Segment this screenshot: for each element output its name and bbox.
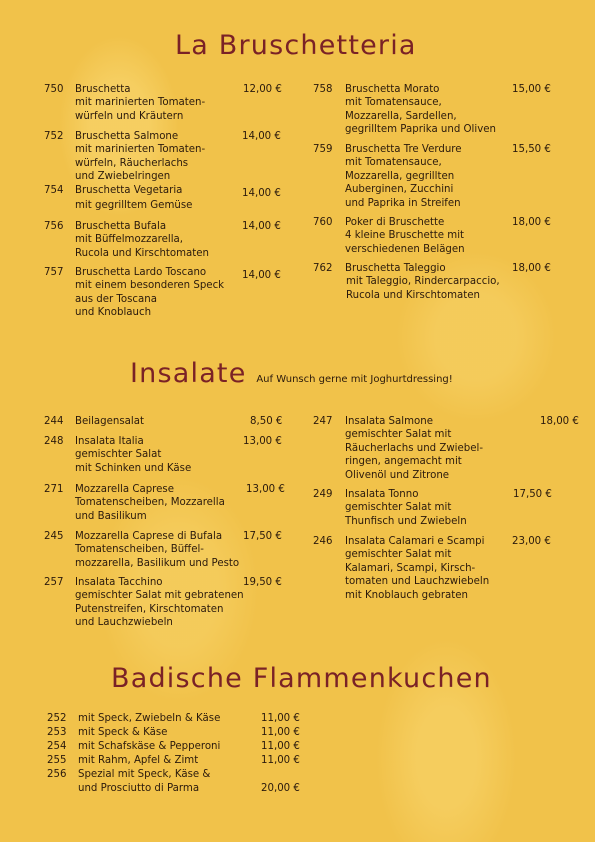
item-name: Bruschetta Morato [345, 84, 440, 95]
item-description: mit marinierten Tomaten- würfeln, Räucherlachs und Zwiebelringen [75, 144, 206, 183]
item-price: 14,00 € [242, 188, 281, 199]
item-description: gemischter Salat mit gebratenen Putenstreifen, Kirschtomaten und Lauchzwiebeln [75, 590, 244, 629]
item-number: 760 [313, 217, 333, 228]
item-description: 4 kleine Bruschette mit verschiedenen Belägen [345, 230, 465, 255]
item-price: 13,00 € [246, 484, 285, 495]
item-number: 758 [313, 84, 333, 95]
item-number: 254 [47, 741, 67, 752]
insalate-title: Insalate [130, 358, 247, 389]
item-price: 14,00 € [242, 221, 281, 232]
item-name: Insalata Salmone [345, 416, 433, 427]
item-description: mit marinierten Tomaten- würfeln und Kräutern [75, 97, 206, 122]
item-description: mit Taleggio, Rindercarpaccio, Rucola und Kirschtomaten [346, 276, 500, 301]
item-price: 15,50 € [512, 144, 551, 155]
item-description: Tomatenscheiben, Büffel- mozzarella, Basilikum und Pesto [75, 544, 240, 569]
item-name: Bruschetta Taleggio [345, 263, 446, 274]
item-description: Tomatenscheiben, Mozzarella und Basilikum [75, 497, 225, 522]
item-number: 252 [47, 713, 67, 724]
item-number: 247 [313, 416, 333, 427]
item-price: 17,50 € [243, 531, 282, 542]
item-description: gemischter Salat mit Thunfisch und Zwiebeln [345, 502, 467, 527]
item-number: 244 [44, 416, 64, 427]
item-description: gemischter Salat mit Kalamari, Scampi, Kirsch- tomaten und Lauchzwiebeln mit Knoblauch gebraten [345, 549, 490, 601]
item-description: mit Tomatensauce, Mozzarella, gegrillten Auberginen, Zucchini und Paprika in Streifen [345, 157, 461, 209]
item-name: Bruschetta Salmone [75, 131, 179, 142]
item-number: 257 [44, 577, 64, 588]
heading-insalate [130, 358, 453, 389]
insalate-subtitle: Auf Wunsch gerne mit Joghurtdressing! [256, 374, 453, 385]
item-price: 18,00 € [512, 217, 551, 228]
item-price: 11,00 € [261, 741, 300, 752]
item-name: Bruschetta Bufala [75, 221, 167, 232]
item-name: Bruschetta Tre Verdure [345, 144, 462, 155]
item-price: 11,00 € [261, 755, 300, 766]
item-name: Mozzarella Caprese di Bufala [75, 531, 223, 542]
item-price: 14,00 € [242, 270, 281, 281]
item-number: 750 [44, 84, 64, 95]
item-name: Spezial mit Speck, Käse & [78, 769, 211, 780]
item-description: mit einem besonderen Speck aus der Toscana und Knoblauch [75, 280, 225, 319]
item-price: 8,50 € [250, 416, 283, 427]
item-number: 245 [44, 531, 64, 542]
item-price: 14,00 € [242, 131, 281, 142]
item-name: Bruschetta Lardo Toscano [75, 267, 207, 278]
item-number: 249 [313, 489, 333, 500]
item-name: mit Speck & Käse [78, 727, 168, 738]
item-description: mit gegrilltem Gemüse [75, 200, 193, 211]
item-price: 12,00 € [243, 84, 282, 95]
item-number: 271 [44, 484, 64, 495]
item-price: 23,00 € [512, 536, 551, 547]
item-name: Bruschetta Vegetaria [75, 185, 183, 196]
item-name: Beilagensalat [75, 416, 144, 427]
item-description: gemischter Salat mit Schinken und Käse [75, 449, 192, 474]
item-number: 759 [313, 144, 333, 155]
item-name: Bruschetta [75, 84, 131, 95]
item-price: 15,00 € [512, 84, 551, 95]
item-price: 18,00 € [540, 416, 579, 427]
item-price: 17,50 € [513, 489, 552, 500]
item-price: 20,00 € [261, 783, 300, 794]
item-name: Insalata Tacchino [75, 577, 163, 588]
item-price: 11,00 € [261, 713, 300, 724]
item-price: 13,00 € [243, 436, 282, 447]
item-number: 752 [44, 131, 64, 142]
item-description: mit Tomatensauce, Mozzarella, Sardellen, gegrilltem Paprika und Oliven [345, 97, 496, 136]
item-price: 11,00 € [261, 727, 300, 738]
item-number: 246 [313, 536, 333, 547]
item-name: Poker di Bruschette [345, 217, 445, 228]
heading-flammkuchen: Badische Flammenkuchen [111, 663, 492, 694]
item-number: 256 [47, 769, 67, 780]
item-description: gemischter Salat mit Räucherlachs und Zwiebel- ringen, angemacht mit Olivenöl und Zitrone [345, 429, 484, 481]
item-number: 255 [47, 755, 67, 766]
item-number: 253 [47, 727, 67, 738]
heading-bruschetteria: La Bruschetteria [175, 30, 417, 61]
item-name: mit Rahm, Apfel & Zimt [78, 755, 199, 766]
item-number: 754 [44, 185, 64, 196]
item-name: mit Schafskäse & Pepperoni [78, 741, 221, 752]
item-name: Mozzarella Caprese [75, 484, 174, 495]
item-name: mit Speck, Zwiebeln & Käse [78, 713, 221, 724]
item-price: 19,50 € [243, 577, 282, 588]
item-number: 757 [44, 267, 64, 278]
item-name: Insalata Italia [75, 436, 144, 447]
item-name: Insalata Tonno [345, 489, 419, 500]
item-number: 756 [44, 221, 64, 232]
item-price: 18,00 € [512, 263, 551, 274]
item-number: 762 [313, 263, 333, 274]
item-name: Insalata Calamari e Scampi [345, 536, 485, 547]
item-description: mit Büffelmozzarella, Rucola und Kirschtomaten [75, 234, 210, 259]
item-number: 248 [44, 436, 64, 447]
item-description: und Prosciutto di Parma [78, 783, 200, 794]
